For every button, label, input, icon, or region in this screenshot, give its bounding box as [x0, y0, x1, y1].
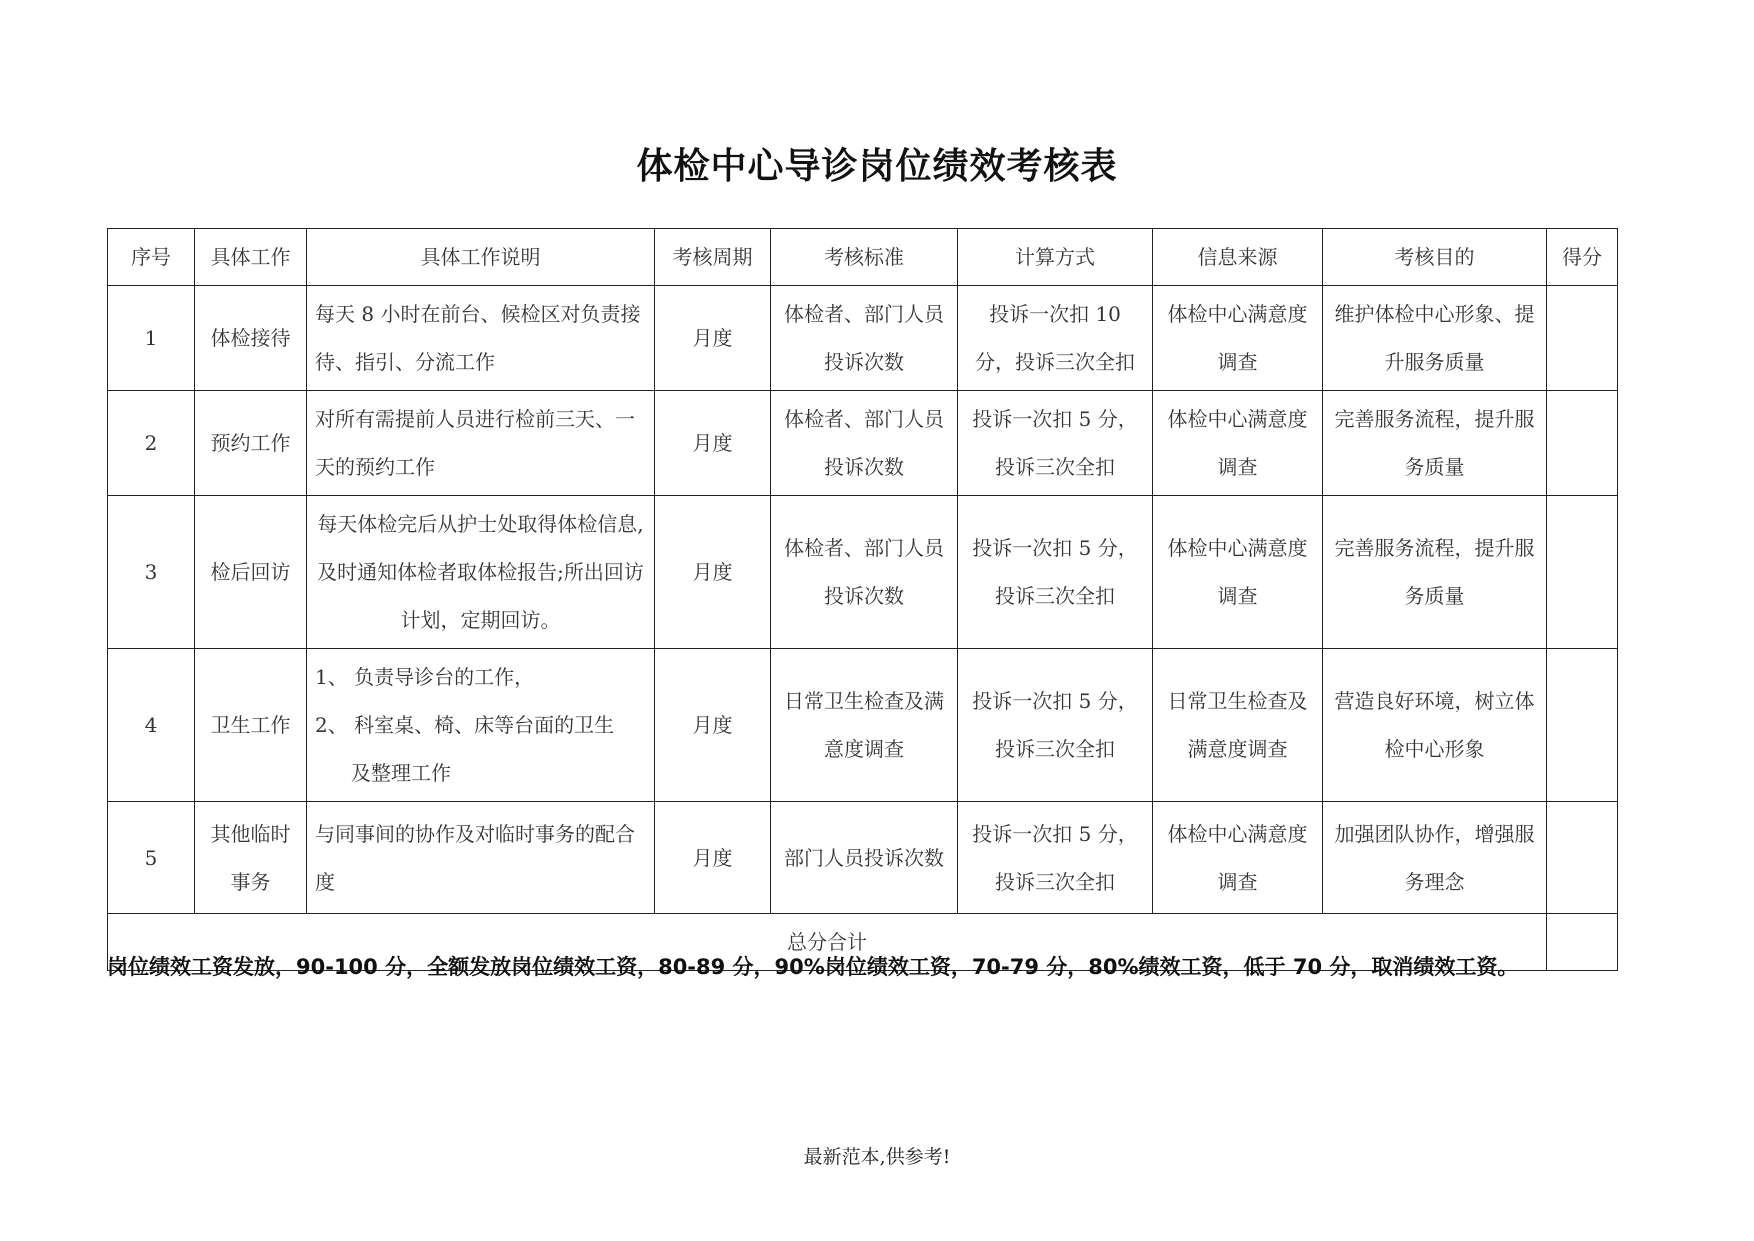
cell-standard: 体检者、部门人员投诉次数	[771, 286, 958, 391]
cell-purpose: 营造良好环境，树立体检中心形象	[1323, 649, 1547, 802]
cell-standard: 体检者、部门人员投诉次数	[771, 496, 958, 649]
cell-work: 体检接待	[195, 286, 307, 391]
cell-source: 体检中心满意度调查	[1153, 496, 1323, 649]
cell-method: 投诉一次扣 5 分，投诉三次全扣	[958, 391, 1153, 496]
cell-period: 月度	[655, 286, 771, 391]
cell-score[interactable]	[1547, 496, 1618, 649]
cell-purpose: 完善服务流程，提升服务质量	[1323, 496, 1547, 649]
cell-purpose: 完善服务流程，提升服务质量	[1323, 391, 1547, 496]
cell-work: 其他临时事务	[195, 802, 307, 914]
cell-method: 投诉一次扣 5 分，投诉三次全扣	[958, 649, 1153, 802]
cell-standard: 体检者、部门人员投诉次数	[771, 391, 958, 496]
header-row	[108, 229, 1618, 286]
header-purpose: 考核目的	[1323, 229, 1547, 286]
header-method: 计算方式	[958, 229, 1153, 286]
cell-period: 月度	[655, 391, 771, 496]
cell-work: 卫生工作	[195, 649, 307, 802]
header-desc: 具体工作说明	[307, 229, 655, 286]
cell-method: 投诉一次扣 5 分，投诉三次全扣	[958, 802, 1153, 914]
cell-desc: 每天体检完后从护士处取得体检信息,及时通知体检者取体检报告;所出回访计划，定期回访。	[307, 496, 655, 649]
desc-line: 1、 负责导诊台的工作，	[315, 665, 535, 689]
cell-source: 体检中心满意度调查	[1153, 391, 1323, 496]
desc-line: 2、 科室桌、椅、床等台面的卫生	[315, 713, 615, 737]
header-period: 考核周期	[655, 229, 771, 286]
cell-period: 月度	[655, 802, 771, 914]
header-work: 具体工作	[195, 229, 307, 286]
header-score: 得分	[1547, 229, 1618, 286]
table-row	[108, 286, 1618, 391]
cell-method: 投诉一次扣 5 分，投诉三次全扣	[958, 496, 1153, 649]
cell-score[interactable]	[1547, 286, 1618, 391]
cell-no: 5	[108, 802, 195, 914]
cell-period: 月度	[655, 649, 771, 802]
cell-no: 4	[108, 649, 195, 802]
table-row	[108, 391, 1618, 496]
cell-work: 预约工作	[195, 391, 307, 496]
cell-desc: 每天 8 小时在前台、候检区对负责接待、指引、分流工作	[307, 286, 655, 391]
cell-no: 1	[108, 286, 195, 391]
payment-note: 岗位绩效工资发放，90-100 分，全额发放岗位绩效工资，80-89 分，90%岗位绩效工资，70-79 分，80%绩效工资，低于 70 分，取消绩效工资。	[107, 955, 1519, 979]
kpi-table	[107, 228, 1618, 971]
cell-standard: 日常卫生检查及满意度调查	[771, 649, 958, 802]
table-row	[108, 496, 1618, 649]
cell-score[interactable]	[1547, 391, 1618, 496]
cell-standard: 部门人员投诉次数	[771, 802, 958, 914]
header-no: 序号	[108, 229, 195, 286]
table-row	[108, 802, 1618, 914]
table-row	[108, 649, 1618, 802]
header-standard: 考核标准	[771, 229, 958, 286]
cell-no: 3	[108, 496, 195, 649]
cell-period: 月度	[655, 496, 771, 649]
cell-purpose: 维护体检中心形象、提升服务质量	[1323, 286, 1547, 391]
header-source: 信息来源	[1153, 229, 1323, 286]
desc-line: 及整理工作	[351, 761, 451, 785]
cell-desc: 对所有需提前人员进行检前三天、一天的预约工作	[307, 391, 655, 496]
cell-score[interactable]	[1547, 649, 1618, 802]
cell-source: 体检中心满意度调查	[1153, 286, 1323, 391]
cell-method: 投诉一次扣 10 分，投诉三次全扣	[958, 286, 1153, 391]
cell-score[interactable]	[1547, 802, 1618, 914]
cell-purpose: 加强团队协作，增强服务理念	[1323, 802, 1547, 914]
cell-work: 检后回访	[195, 496, 307, 649]
cell-desc: 与同事间的协作及对临时事务的配合度	[307, 802, 655, 914]
cell-source: 体检中心满意度调查	[1153, 802, 1323, 914]
total-label: 总分合计	[108, 914, 1547, 971]
cell-no: 2	[108, 391, 195, 496]
page-title: 体检中心导诊岗位绩效考核表	[636, 146, 1118, 187]
cell-source: 日常卫生检查及满意度调查	[1153, 649, 1323, 802]
footer-text: 最新范本,供参考!	[803, 1146, 951, 1168]
cell-desc	[307, 649, 655, 802]
